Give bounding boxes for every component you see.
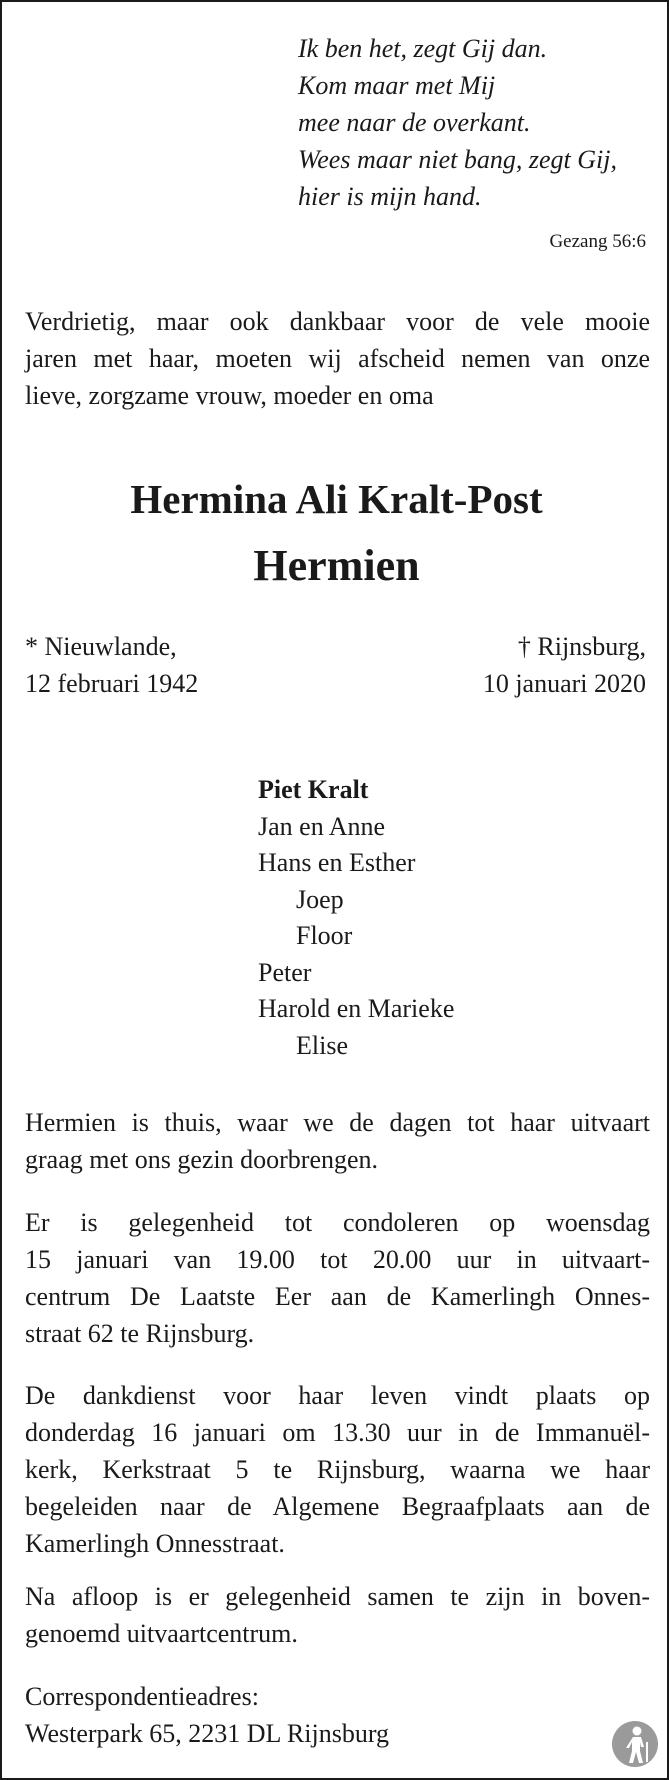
service-paragraph (25, 1377, 650, 1562)
grandchild: Elise (296, 1030, 348, 1060)
poem-line: Ik ben het, zegt Gij dan. (298, 34, 548, 63)
intro-line: Verdrietig, maar ook dankbaar voor de vele mooie (25, 307, 650, 336)
deceased-call-name: Hermien (253, 541, 420, 590)
birth-info (25, 628, 198, 702)
poem-line: mee naar de overkant. (298, 108, 531, 137)
poem-line: Kom maar met Mij (298, 71, 496, 100)
family-head: Piet Kralt (258, 775, 369, 804)
condolence-line: straat 62 te Rijnsburg. (25, 1319, 255, 1348)
family-member: Hans en Esther (258, 848, 416, 877)
deceased-full-name: Hermina Ali Kralt-Post (130, 476, 543, 522)
condolence-line: Er is gelegenheid tot condoleren op woensdag (25, 1208, 650, 1237)
service-line: Kamerlingh Onnesstraat. (25, 1529, 285, 1558)
intro-line: lieve, zorgzame vrouw, moeder en oma (25, 381, 434, 410)
condolence-line: 15 januari van 19.00 tot 20.00 uur in uitvaart- (25, 1245, 650, 1274)
after-paragraph (25, 1578, 650, 1652)
home-line: graag met ons gezin doorbrengen. (25, 1145, 379, 1174)
poem-line: Wees maar niet bang, zegt Gij, (298, 145, 617, 174)
correspondence-label: Correspondentieadres: (25, 1682, 259, 1711)
grandchild: Floor (296, 921, 353, 950)
death-date: 10 januari 2020 (482, 669, 646, 698)
service-line: donderdag 16 januari om 13.30 uur in de Immanuël- (25, 1418, 650, 1447)
family-list (258, 772, 454, 1064)
death-place: † Rijnsburg, (517, 632, 646, 661)
poem (298, 30, 617, 215)
home-line: Hermien is thuis, waar we de dagen tot haar uitvaart (25, 1108, 650, 1137)
service-line: De dankdienst voor haar leven vindt plaats op (25, 1381, 650, 1410)
poem-line: hier is mijn hand. (298, 182, 482, 211)
grandchild: Joep (296, 884, 344, 914)
service-line: begeleiden naar de Algemene Begraafplaats aan de (25, 1492, 650, 1521)
correspondence-block (25, 1678, 650, 1752)
after-line: genoemd uitvaartcentrum. (25, 1619, 298, 1648)
poem-source: Gezang 56:6 (549, 231, 646, 252)
after-line: Na afloop is er gelegenheid samen te zijn in boven- (25, 1582, 650, 1611)
family-member: Harold en Marieke (258, 994, 455, 1023)
intro-paragraph (25, 303, 650, 414)
condolence-line: centrum De Laatste Eer aan de Kamerlingh Onnes- (25, 1282, 650, 1311)
birth-date: 12 februari 1942 (25, 669, 199, 698)
death-info (483, 628, 646, 702)
intro-line: jaren met haar, moeten wij afscheid nemen van onze (25, 344, 650, 373)
service-line: kerk, Kerkstraat 5 te Rijnsburg, waarna we haar (25, 1455, 650, 1484)
family-member: Jan en Anne (258, 811, 386, 841)
birth-place: * Nieuwlande, (25, 632, 177, 661)
walking-figure-logo-icon (611, 1720, 659, 1768)
condolence-paragraph (25, 1204, 650, 1352)
correspondence-address: Westerpark 65, 2231 DL Rijnsburg (25, 1719, 390, 1748)
home-paragraph (25, 1104, 650, 1178)
family-member: Peter (258, 957, 312, 987)
